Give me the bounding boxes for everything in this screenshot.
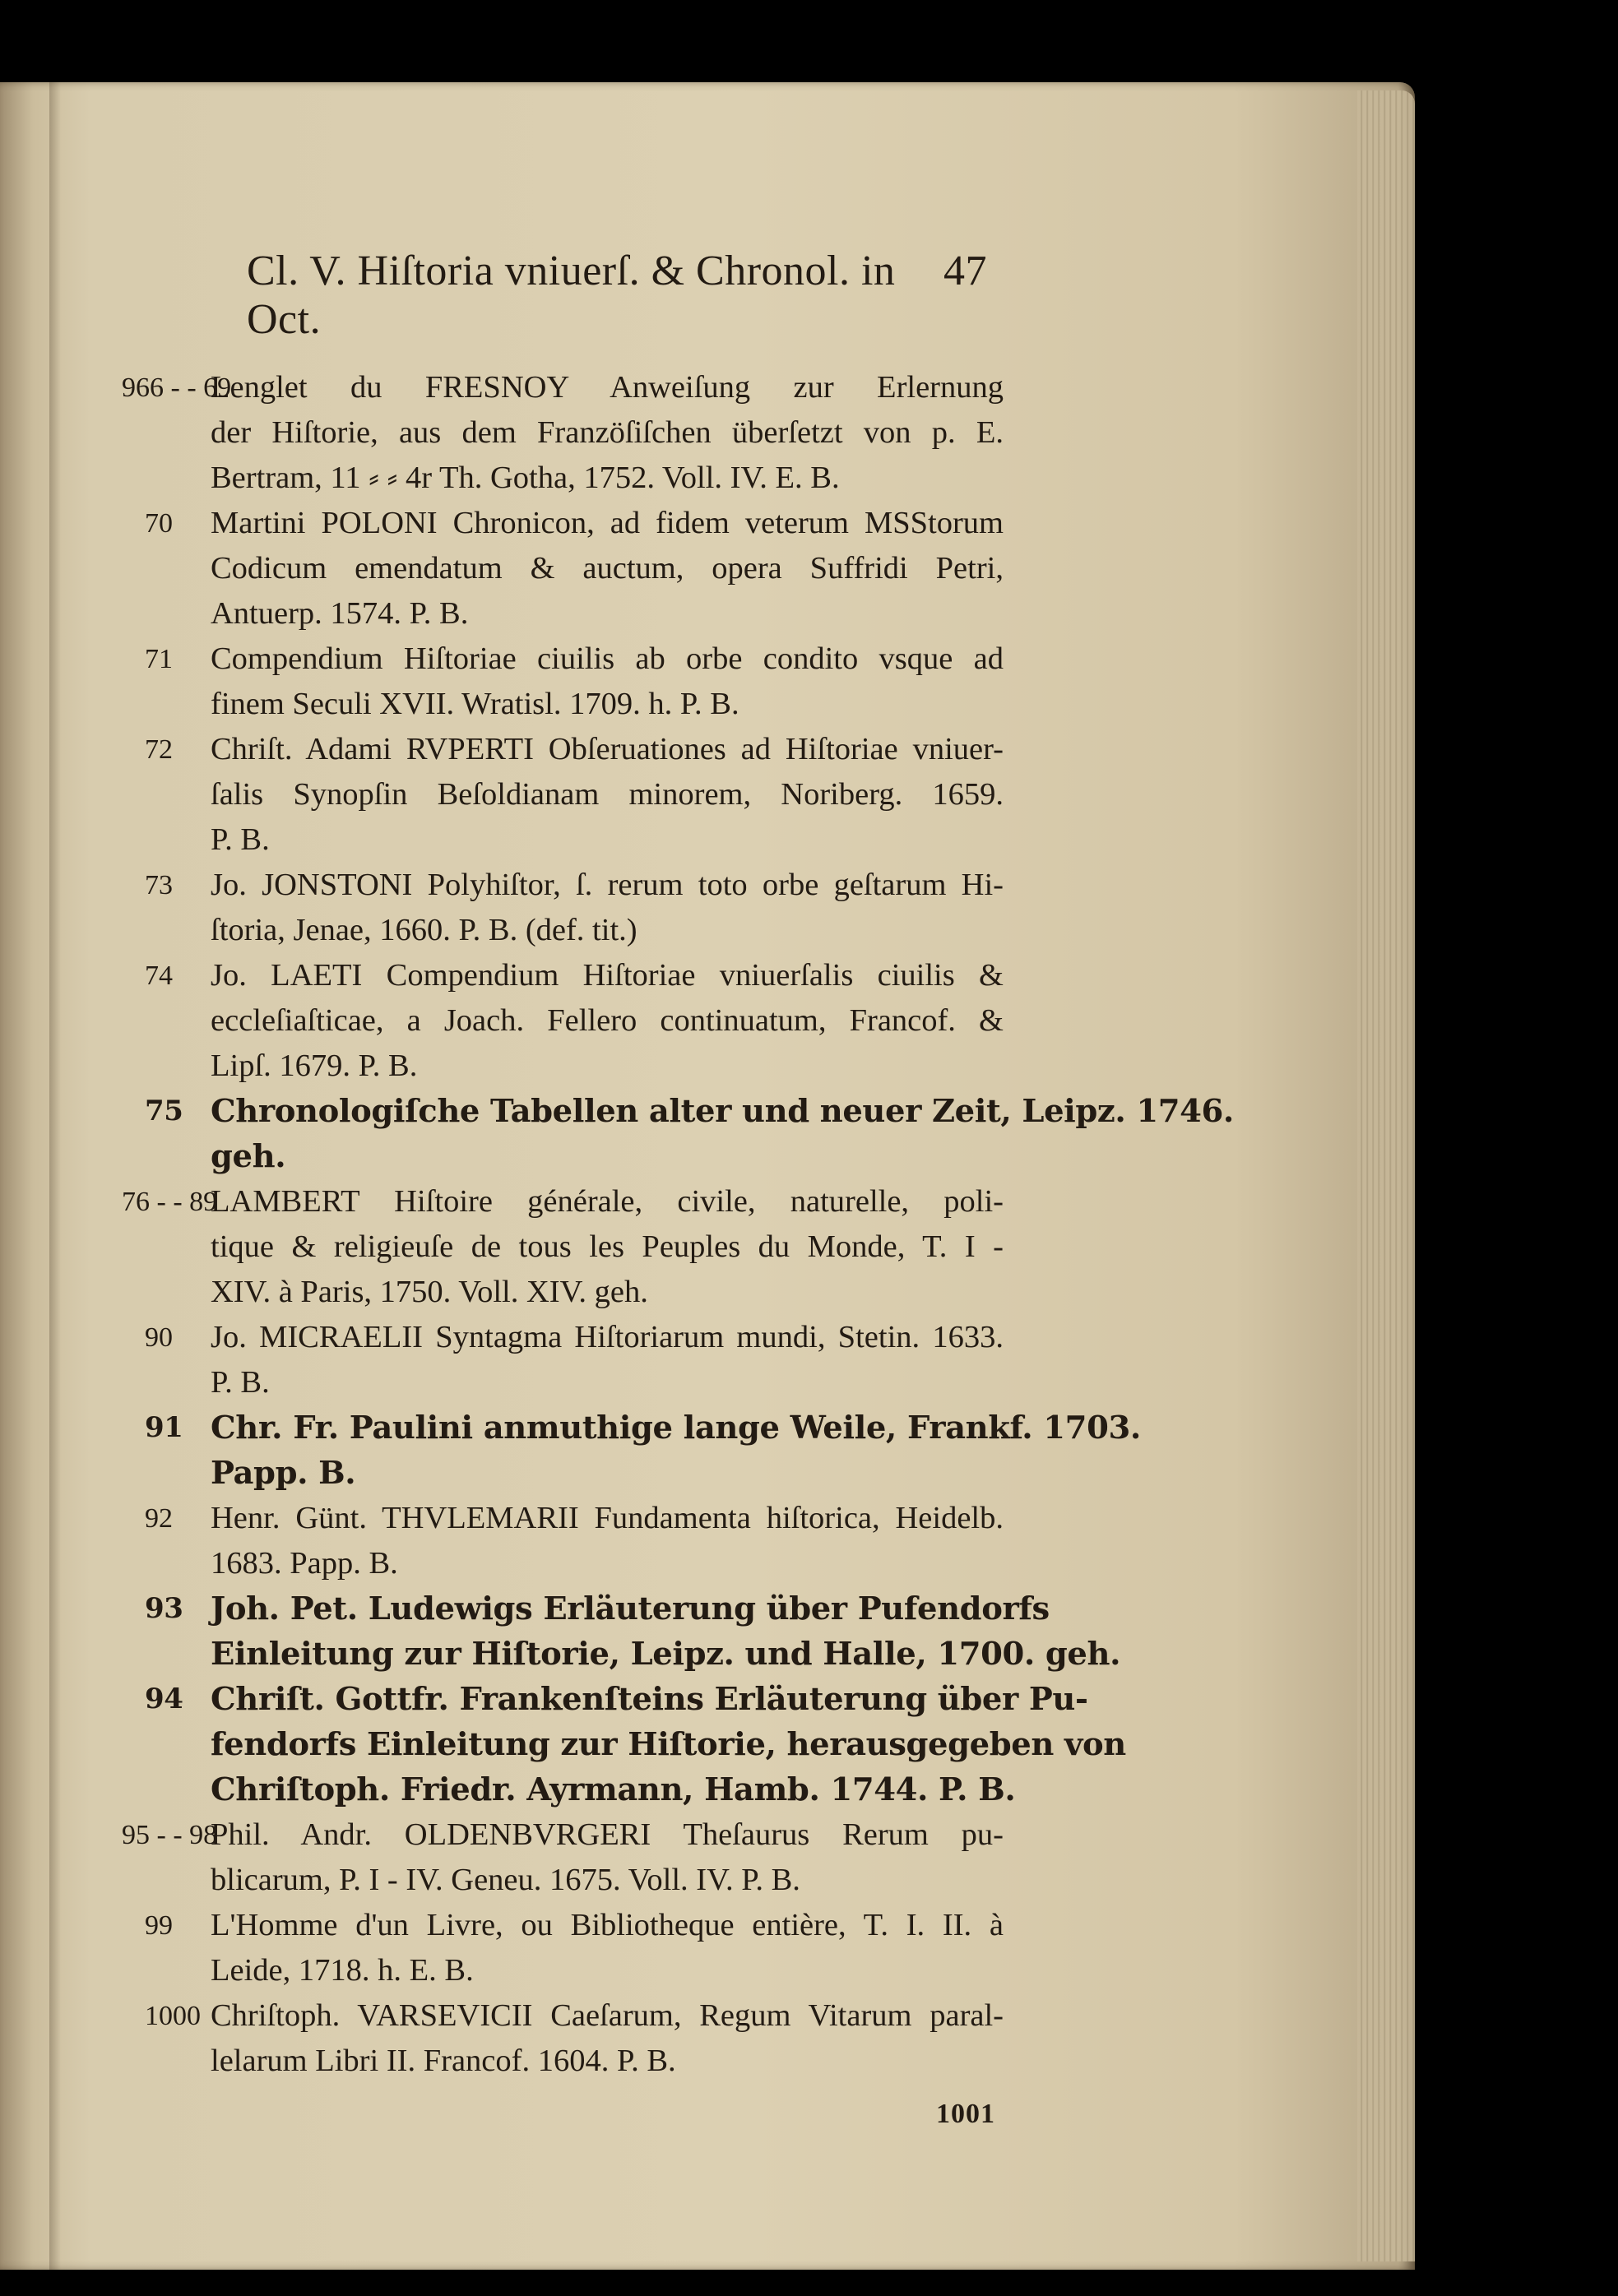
entry-number: 70 (145, 508, 173, 539)
catalog-entry (122, 1812, 1004, 1903)
catalog-entry (145, 863, 1004, 953)
entry-number: 99 (145, 1910, 173, 1941)
catalog-entry (145, 1586, 1121, 1677)
entry-line: Antuerp. 1574. P. B. (211, 596, 469, 631)
entry-number: 72 (145, 734, 173, 765)
entry-line: L'Homme d'un Livre, ou Bibliotheque entière, T. I. II. à (211, 1908, 1004, 1942)
entry-number: 91 (145, 1411, 183, 1444)
entry-line: Bertram, 11 ⸗ ⸗ 4r Th. Gotha, 1752. Voll. IV. E. B. (211, 461, 840, 495)
entry-number: 94 (145, 1683, 183, 1715)
entry-number: 93 (145, 1592, 183, 1625)
entry-line: 1683. Papp. B. (211, 1546, 398, 1581)
page-gutter-shadow (49, 82, 61, 2270)
entry-line: Chriſtoph. Friedr. Ayrmann, Hamb. 1744. P. B. (211, 1771, 1016, 1808)
entry-line: XIV. à Paris, 1750. Voll. XIV. geh. (211, 1275, 648, 1309)
page-number: 47 (943, 248, 987, 294)
entry-line: P. B. (211, 822, 270, 857)
entry-line: Lenglet du FRESNOY Anweiſung zur Erlernung (211, 370, 1004, 405)
entry-number: 966 - - 69 (122, 373, 232, 403)
catalog-entry (145, 1993, 1004, 2084)
entry-line: Phil. Andr. OLDENBVRGERI Theſaurus Rerum pu- (211, 1817, 1004, 1852)
entry-line: Joh. Pet. Ludewigs Erläuterung über Pufendorfs (211, 1590, 1050, 1627)
entry-line: fendorfs Einleitung zur Hiſtorie, herausgegeben von (211, 1726, 1126, 1763)
entry-number: 90 (145, 1322, 173, 1353)
entry-line: P. B. (211, 1365, 270, 1400)
entry-line: lelarum Libri II. Francof. 1604. P. B. (211, 2044, 676, 2078)
entry-line: Martini POLONI Chronicon, ad fidem veterum MSStorum (211, 506, 1004, 540)
entry-line: Compendium Hiſtoriae ciuilis ab orbe condito vsque ad (211, 641, 1004, 676)
catalog-entry (145, 1903, 1004, 1993)
entry-line: Chriſtoph. VARSEVICII Caeſarum, Regum Vitarum paral- (211, 1998, 1004, 2033)
entry-line: Papp. B. (211, 1455, 356, 1492)
entry-line: Chronologiſche Tabellen alter und neuer Zeit, Leipz. 1746. (211, 1093, 1234, 1130)
entry-line: ſalis Synopſin Beſoldianam minorem, Noriberg. 1659. (211, 777, 1004, 812)
catalog-entries (122, 365, 1234, 2084)
entry-number: 92 (145, 1503, 173, 1534)
entry-line: ſtoria, Jenae, 1660. P. B. (def. tit.) (211, 913, 637, 947)
entry-number: 73 (145, 870, 173, 900)
catalog-entry (145, 953, 1004, 1089)
entry-number: 95 - - 98 (122, 1820, 218, 1850)
entry-line: eccleſiaſticae, a Joach. Fellero continuatum, Francof. & (211, 1003, 1004, 1038)
catalog-entry (145, 1496, 1004, 1586)
catchword: 1001 (936, 2099, 995, 2129)
catalog-entry (145, 1677, 1126, 1812)
entry-number: 71 (145, 644, 173, 674)
entry-line: geh. (211, 1138, 286, 1175)
entry-number: 74 (145, 961, 173, 991)
entry-number: 1000 (145, 2001, 201, 2031)
catalog-entry (145, 636, 1004, 727)
entry-line: blicarum, P. I - IV. Geneu. 1675. Voll. IV. P. B. (211, 1863, 800, 1897)
entry-line: der Hiſtorie, aus dem Franzöſiſchen überſetzt von p. E. (211, 415, 1004, 450)
entry-line: finem Seculi XVII. Wratisl. 1709. h. P. B. (211, 687, 739, 721)
page-content (122, 247, 1234, 2130)
entry-line: Leide, 1718. h. E. B. (211, 1953, 474, 1988)
entry-line: Jo. JONSTONI Polyhiſtor, ſ. rerum toto orbe geſtarum Hi- (211, 868, 1004, 902)
catalog-entry (145, 727, 1004, 863)
catalog-entry (122, 1179, 1004, 1315)
running-title: Cl. V. Hiſtoria vniuerſ. & Chronol. in Oct. (247, 248, 896, 343)
entry-line: Chriſt. Gottfr. Frankenſteins Erläuterung über Pu- (211, 1681, 1088, 1718)
entry-line: Einleitung zur Hiſtorie, Leipz. und Halle, 1700. geh. (211, 1636, 1121, 1673)
catalog-entry (145, 501, 1004, 636)
catalog-entry (145, 1405, 1141, 1496)
entry-line: Lipſ. 1679. P. B. (211, 1048, 418, 1083)
catalog-entry (145, 1089, 1234, 1179)
entry-number: 75 (145, 1095, 183, 1127)
entry-number: 76 - - 89 (122, 1187, 218, 1217)
catalog-entry (145, 1315, 1004, 1405)
entry-line: LAMBERT Hiſtoire générale, civile, naturelle, poli- (211, 1184, 1004, 1219)
entry-line: Jo. MICRAELII Syntagma Hiſtoriarum mundi, Stetin. 1633. (211, 1320, 1004, 1354)
entry-line: Henr. Günt. THVLEMARII Fundamenta hiſtorica, Heidelb. (211, 1501, 1004, 1535)
entry-line: tique & religieuſe de tous les Peuples du Monde, T. I - (211, 1229, 1004, 1264)
running-header (247, 247, 1004, 344)
entry-line: Chr. Fr. Paulini anmuthige lange Weile, Frankf. 1703. (211, 1410, 1141, 1447)
entry-line: Chriſt. Adami RVPERTI Obſeruationes ad Hiſtoriae vniuer- (211, 732, 1004, 766)
entry-line: Codicum emendatum & auctum, opera Suffridi Petri, (211, 551, 1004, 586)
entry-line: Jo. LAETI Compendium Hiſtoriae vniuerſalis ciuilis & (211, 958, 1004, 993)
page-edges (1357, 90, 1415, 2261)
catalog-entry (122, 365, 1004, 501)
